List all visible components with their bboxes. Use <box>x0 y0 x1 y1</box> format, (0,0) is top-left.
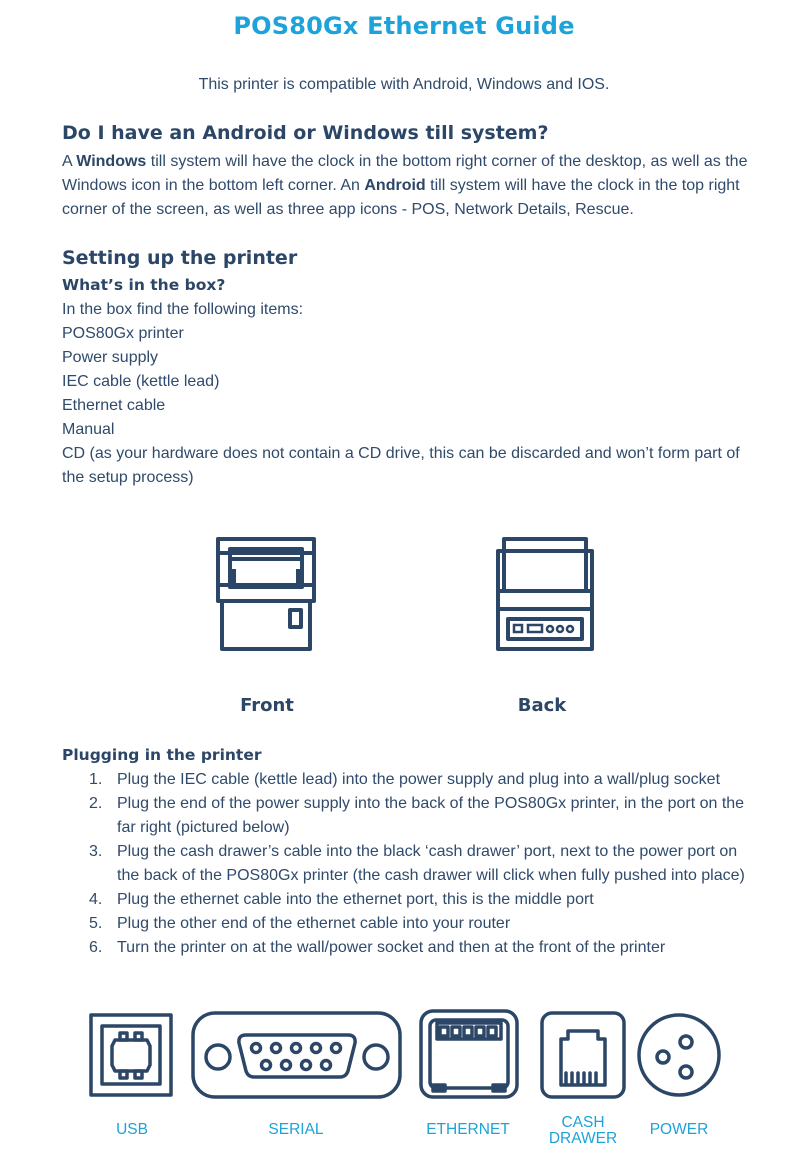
list-item <box>62 936 762 960</box>
step-number: 6. <box>89 939 103 956</box>
plugging-steps <box>62 768 762 960</box>
plugging-heading: Plugging in the printer <box>62 746 262 764</box>
front-caption: Front <box>240 695 294 716</box>
back-caption: Back <box>517 695 567 716</box>
list-item: Power supply <box>62 349 159 366</box>
cash-drawer-label <box>533 1115 633 1147</box>
step-text: Plug the other end of the ethernet cable into your router <box>117 915 511 932</box>
text-run: A <box>62 153 77 170</box>
section-heading-system: Do I have an Android or Windows till system? <box>62 122 549 144</box>
ports-illustration <box>0 1005 808 1105</box>
cash-drawer-label-line2: DRAWER <box>548 1130 618 1147</box>
compatibility-note: This printer is compatible with Android, Windows and IOS. <box>198 76 610 93</box>
step-text: Plug the cash drawer’s cable into the black ‘cash drawer’ port, next to the power port on the back of the POS80Gx printer (the cash drawer will click when fully pushed into place) <box>117 843 745 884</box>
list-item <box>62 792 762 840</box>
step-text: Plug the ethernet cable into the ethernet port, this is the middle port <box>117 891 594 908</box>
power-port-icon <box>639 1015 719 1095</box>
step-number: 5. <box>89 915 103 932</box>
printer-back-icon <box>490 535 600 653</box>
list-item: POS80Gx printer <box>62 325 184 342</box>
text-run: till system will have the clock in the top right corner of the screen, as well as three app icons - POS, Network Details, Rescue. <box>62 177 740 218</box>
step-text: Turn the printer on at the wall/power socket and then at the front of the printer <box>117 939 666 956</box>
step-number: 2. <box>89 795 103 812</box>
text-run: till system will have the clock in the bottom right corner of the desktop, as well as the Windows icon in the bottom left corner. An <box>62 153 748 194</box>
system-explanation <box>62 150 752 222</box>
list-item <box>62 912 762 936</box>
list-item: IEC cable (kettle lead) <box>62 373 220 390</box>
list-item: In the box find the following items: <box>62 301 304 318</box>
ethernet-port-icon <box>421 1011 517 1097</box>
step-number: 4. <box>89 891 103 908</box>
bold-android: Android <box>364 177 426 194</box>
list-item: CD (as your hardware does not contain a CD drive, this can be discarded and won’t form part of the setup process) <box>62 445 740 486</box>
serial-label: SERIAL <box>268 1121 324 1138</box>
step-number: 3. <box>89 843 103 860</box>
list-item: Manual <box>62 421 115 438</box>
box-heading: What’s in the box? <box>62 276 226 294</box>
step-number: 1. <box>89 771 103 788</box>
section-heading-setup: Setting up the printer <box>62 247 298 269</box>
serial-port-icon <box>193 1013 400 1097</box>
ethernet-label: ETHERNET <box>426 1121 510 1138</box>
list-item <box>62 888 762 912</box>
usb-label: USB <box>116 1121 148 1138</box>
box-contents-list <box>62 298 752 490</box>
cash-drawer-port-icon <box>542 1013 624 1097</box>
power-label: POWER <box>649 1121 709 1138</box>
page-title: POS80Gx Ethernet Guide <box>233 12 575 40</box>
step-text: Plug the IEC cable (kettle lead) into the power supply and plug into a wall/plug socket <box>117 771 721 788</box>
usb-port-icon <box>91 1015 171 1095</box>
list-item <box>62 768 762 792</box>
printer-front-icon <box>210 535 320 653</box>
bold-windows: Windows <box>76 153 147 170</box>
step-text: Plug the end of the power supply into the back of the POS80Gx printer, in the port on the far right (pictured below) <box>117 795 745 836</box>
ports-diagram <box>0 1005 808 1163</box>
cash-drawer-label-line1: CASH <box>561 1114 605 1131</box>
list-item: Ethernet cable <box>62 397 166 414</box>
list-item <box>62 840 762 888</box>
